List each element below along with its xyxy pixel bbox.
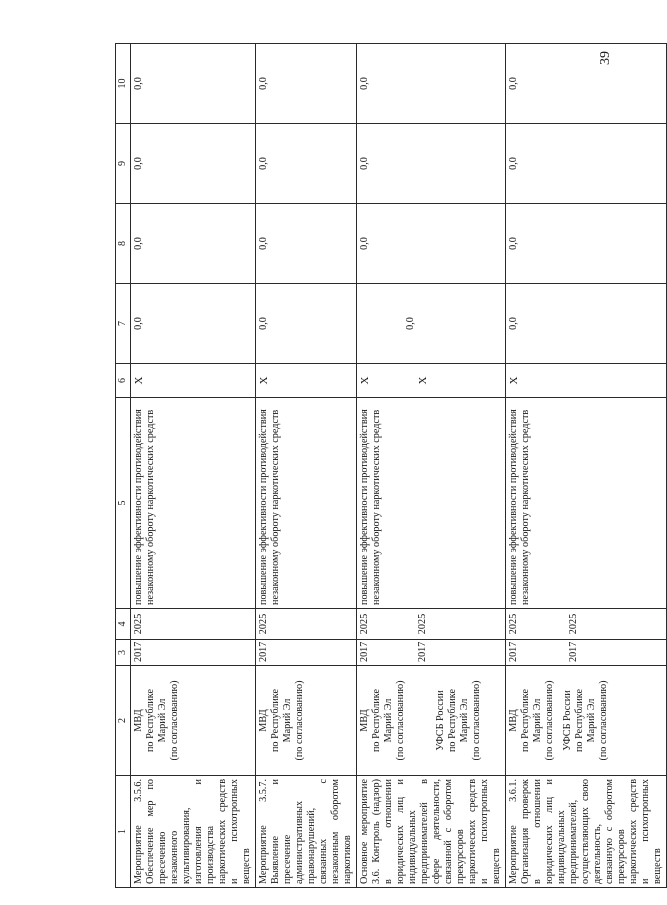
value-col10: 0,0 [357,44,506,124]
activity-name: Основное мероприятие 3.6. Контроль (надзор) в отношении юридических лиц и индивидуальных предпринимателей в сфере деятельности, связанной с оборотом прекурсоров наркотических средств и психотропных веществ [357,776,506,888]
value-col7: 0,0 [506,284,667,364]
executor-org-line: Марий Эл [459,698,470,743]
executor-org-line: по Республике [520,689,531,753]
mark: X [133,376,145,385]
table-row [256,44,357,888]
expected-result: повышение эффективности противодействия незаконному обороту наркотических средств [256,398,357,609]
executor-org-line: (по согласованию) [598,680,609,761]
mark-cell [256,364,357,398]
executor-org-line: УФСБ России [562,690,573,751]
column-number-row [116,44,131,888]
col-header-7: 7 [116,284,131,364]
executor-org-line: Марий Эл [586,698,597,743]
col-header-8: 8 [116,204,131,284]
col-header-1: 1 [116,776,131,888]
col-header-2: 2 [116,666,131,776]
mark-cell [357,364,506,398]
col-header-9: 9 [116,124,131,204]
executor-org-line: МВД [258,709,269,732]
value-col9: 0,0 [357,124,506,204]
end-year-cell [506,609,667,640]
executor-org-line: по Республике [447,689,458,753]
mark-cell [506,364,667,398]
executor-org-line: (по согласованию) [544,680,555,761]
value-col7: 0,0 [256,284,357,364]
col-header-4: 4 [116,609,131,640]
table-row [357,44,506,888]
executor-org-line: Марий Эл [532,698,543,743]
activity-name: Мероприятие 3.6.1. Организация проверок в отношении юридических лиц и индивидуальных предпринимателей, осуществляющих свою деятельность, связанную с оборотом прекурсоров наркотических средств и психотропных веществ [506,776,667,888]
executor-org-line: (по согласованию) [395,680,406,761]
value-col9: 0,0 [256,124,357,204]
start-year-cell [506,640,667,666]
value-col8: 0,0 [357,204,506,284]
table-row [506,44,667,888]
executor-org-line: (по согласованию) [471,680,482,761]
value-col10: 0,0 [256,44,357,124]
executor-org-line: (по согласованию) [294,680,305,761]
executor-org-line: по Республике [270,689,281,753]
value-col7: 0,0 [131,284,256,364]
page-number: 39 [598,51,613,65]
start-year: 2017 [256,640,357,666]
executor-org-line: МВД [359,709,370,732]
executor-org-line: по Республике [371,689,382,753]
value-col10: 0,0 [506,44,667,124]
mark: X [359,376,371,385]
expected-result: повышение эффективности противодействия незаконному обороту наркотических средств [357,398,506,609]
executor-org-line: Марий Эл [282,698,293,743]
value-col10: 0,0 [131,44,256,124]
mark-cell [131,364,256,398]
mark: X [508,376,520,385]
start-year: 2017 [568,641,579,662]
expected-result: повышение эффективности противодействия незаконному обороту наркотических средств [131,398,256,609]
col-header-3: 3 [116,640,131,666]
executor-org-line: по Республике [574,689,585,753]
value-col9: 0,0 [506,124,667,204]
col-header-6: 6 [116,364,131,398]
end-year: 2025 [359,613,370,635]
executor-cell [256,666,357,776]
start-year-cell [357,640,506,666]
executor-cell [131,666,256,776]
end-year: 2025 [256,609,357,640]
executor-cell [357,666,506,776]
value-col9: 0,0 [131,124,256,204]
activity-name: Мероприятие 3.5.7. Выявление и пресечение административных правонарушений, связанных с незаконным оборотом наркотиков [256,776,357,888]
program-table [115,43,667,888]
start-year: 2017 [508,641,519,662]
expected-result: повышение эффективности противодействия незаконному обороту наркотических средств [506,398,667,609]
executor-org-line: (по согласованию) [169,680,180,761]
end-year: 2025 [568,613,579,635]
end-year: 2025 [131,609,256,640]
col-header-10: 10 [116,44,131,124]
col-header-5: 5 [116,398,131,609]
executor-cell [506,666,667,776]
activity-name: Мероприятие 3.5.6. Обеспечение мер по пресечению незаконного культивирования, изготовления и производства наркотических средств и психотропных веществ [131,776,256,888]
value-col7: 0,0 [405,317,416,330]
executor-org-line: Марий Эл [157,698,168,743]
start-year: 2017 [417,641,428,662]
value-col8: 0,0 [506,204,667,284]
table-row [131,44,256,888]
mark: X [417,376,429,385]
executor-org-line: по Республике [145,689,156,753]
end-year: 2025 [508,613,519,635]
value-col7-cell [357,284,506,364]
executor-org-line: МВД [133,709,144,732]
executor-org-line: МВД [508,709,519,732]
value-col8: 0,0 [131,204,256,284]
executor-org-line: Марий Эл [383,698,394,743]
executor-org-line: УФСБ России [435,690,446,751]
start-year: 2017 [131,640,256,666]
end-year-cell [357,609,506,640]
end-year: 2025 [417,613,428,635]
mark: X [258,376,270,385]
start-year: 2017 [359,641,370,662]
value-col8: 0,0 [256,204,357,284]
